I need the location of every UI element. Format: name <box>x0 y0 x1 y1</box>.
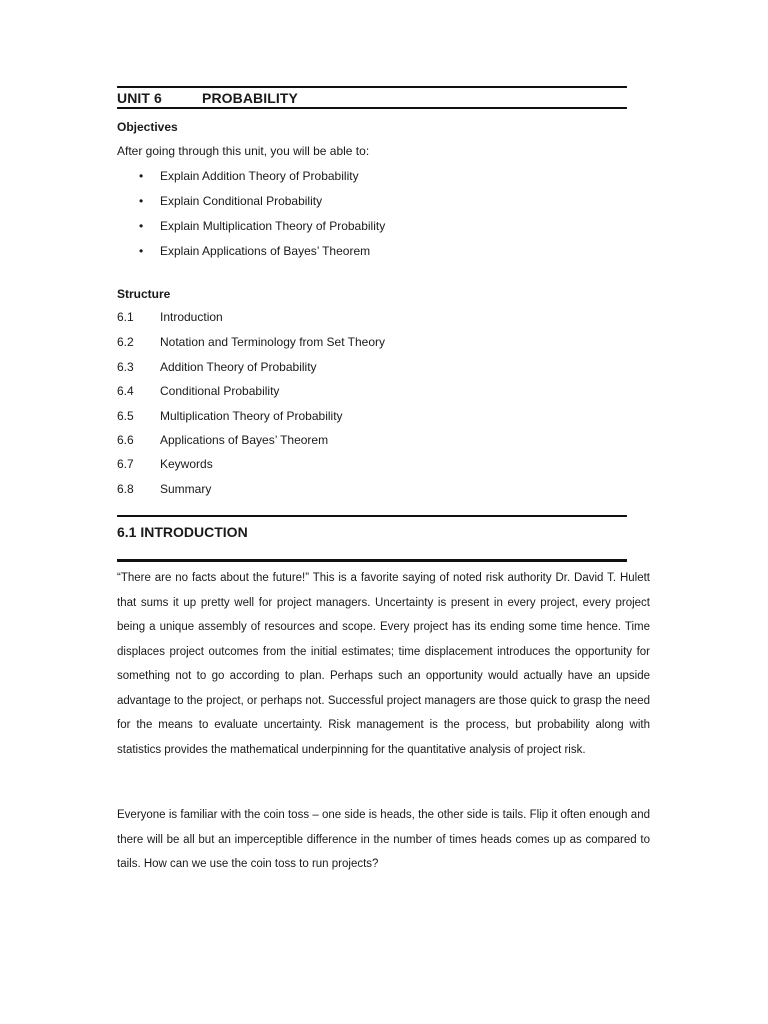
toc-title: Conditional Probability <box>160 384 280 398</box>
unit-heading <box>117 90 627 106</box>
toc-number: 6.1 <box>117 310 134 324</box>
intro-paragraph: “There are no facts about the future!” This is a favorite saying of noted risk authority Dr. David T. Hulett that sums it up pretty well for project managers. Uncertainty is present in every project, every project being a unique assembly of resources and scope. Every project has its ending some time hence. Time displaces project outcomes from the initial estimates; time displacement introduces the opportunity for something not to go according to plan. Perhaps such an opportunity would actually have an upside advantage to the project, or perhaps not. Successful project managers are those quick to grasp the need for the means to evaluate uncertainty. Risk management is the process, but probability along with statistics provides the mathematical underpinning for the quantitative analysis of project risk. <box>117 572 650 756</box>
section-bottom-rule <box>117 559 627 562</box>
section-title: 6.1 INTRODUCTION <box>117 524 248 540</box>
bullet-marker: • <box>139 194 144 208</box>
intro-paragraph: Everyone is familiar with the coin toss – one side is heads, the other side is tails. Flip it often enough and there will be all but an imperceptible difference in the number of times heads comes up as compared to tails. How can we use the coin toss to run projects? <box>117 809 650 870</box>
toc-number: 6.2 <box>117 335 134 349</box>
unit-heading-rule <box>117 107 627 109</box>
toc-title: Notation and Terminology from Set Theory <box>160 335 386 349</box>
toc-number: 6.6 <box>117 433 134 447</box>
objective-item: Explain Conditional Probability <box>160 194 323 208</box>
objectives-heading: Objectives <box>117 120 178 134</box>
toc-title: Introduction <box>160 310 223 324</box>
toc-number: 6.5 <box>117 409 134 423</box>
objectives-intro: After going through this unit, you will be able to: <box>117 144 370 158</box>
toc-number: 6.4 <box>117 384 134 398</box>
structure-heading: Structure <box>117 287 171 301</box>
unit-title: PROBABILITY <box>202 90 298 106</box>
bullet-marker: • <box>139 244 144 258</box>
toc-title: Summary <box>160 482 212 496</box>
toc-number: 6.7 <box>117 457 134 471</box>
bullet-marker: • <box>139 169 144 183</box>
objective-item: Explain Addition Theory of Probability <box>160 169 359 183</box>
toc-number: 6.3 <box>117 360 134 374</box>
top-rule <box>117 86 627 88</box>
objective-item: Explain Multiplication Theory of Probability <box>160 219 386 233</box>
objective-item: Explain Applications of Bayes’ Theorem <box>160 244 371 258</box>
unit-number: UNIT 6 <box>117 90 162 106</box>
toc-title: Applications of Bayes’ Theorem <box>160 433 329 447</box>
bullet-marker: • <box>139 219 144 233</box>
toc-title: Keywords <box>160 457 213 471</box>
section-top-rule <box>117 515 627 517</box>
toc-number: 6.8 <box>117 482 134 496</box>
toc-title: Multiplication Theory of Probability <box>160 409 343 423</box>
toc-title: Addition Theory of Probability <box>160 360 317 374</box>
